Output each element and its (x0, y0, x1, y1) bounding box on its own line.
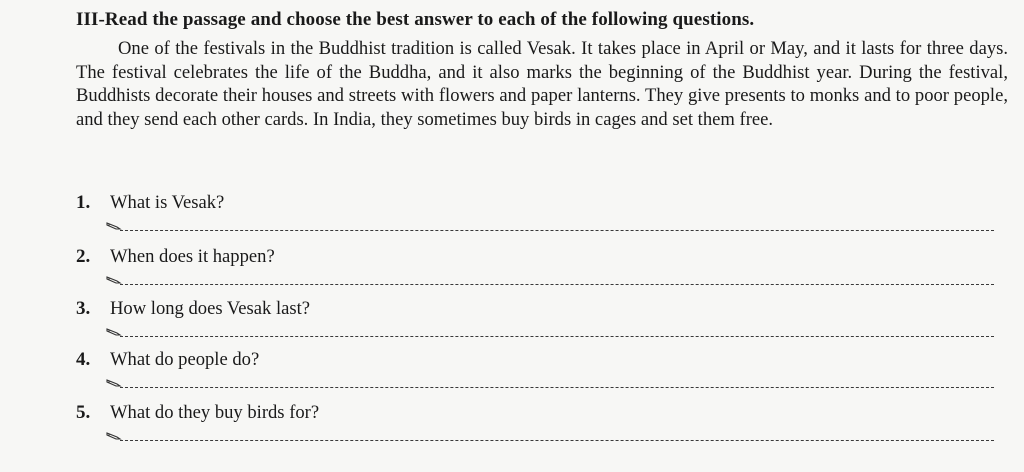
question-text: What do people do? (110, 349, 260, 370)
answer-line[interactable] (120, 387, 994, 388)
question-text: What do they buy birds for? (110, 402, 320, 423)
question-number: 5. (76, 402, 91, 423)
question-text: When does it happen? (110, 246, 275, 267)
answer-line[interactable] (120, 284, 994, 285)
answer-line[interactable] (120, 440, 994, 441)
question-text: What is Vesak? (110, 192, 225, 213)
question-item (76, 298, 996, 354)
answer-line[interactable] (120, 230, 994, 231)
question-number: 4. (76, 349, 91, 370)
question-number: 2. (76, 246, 91, 267)
question-item (76, 349, 996, 405)
answer-line[interactable] (120, 336, 994, 337)
question-item (76, 192, 996, 248)
question-number: 3. (76, 298, 91, 319)
question-item (76, 246, 996, 302)
section-heading: III-Read the passage and choose the best answer to each of the following questions. (76, 9, 755, 30)
question-item (76, 402, 996, 458)
reading-passage: One of the festivals in the Buddhist tradition is called Vesak. It takes place in April or May, and it lasts for three days. The festival celebrates the life of the Buddha, and it also marks the beginning of the Buddhist year. During the festival, Buddhists decorate their houses and streets with flowers and paper lanterns. They give presents to monks and to poor people, and they send each other cards. In India, they sometimes buy birds in cages and set them free. (76, 38, 1008, 130)
question-number: 1. (76, 192, 91, 213)
question-text: How long does Vesak last? (110, 298, 311, 319)
